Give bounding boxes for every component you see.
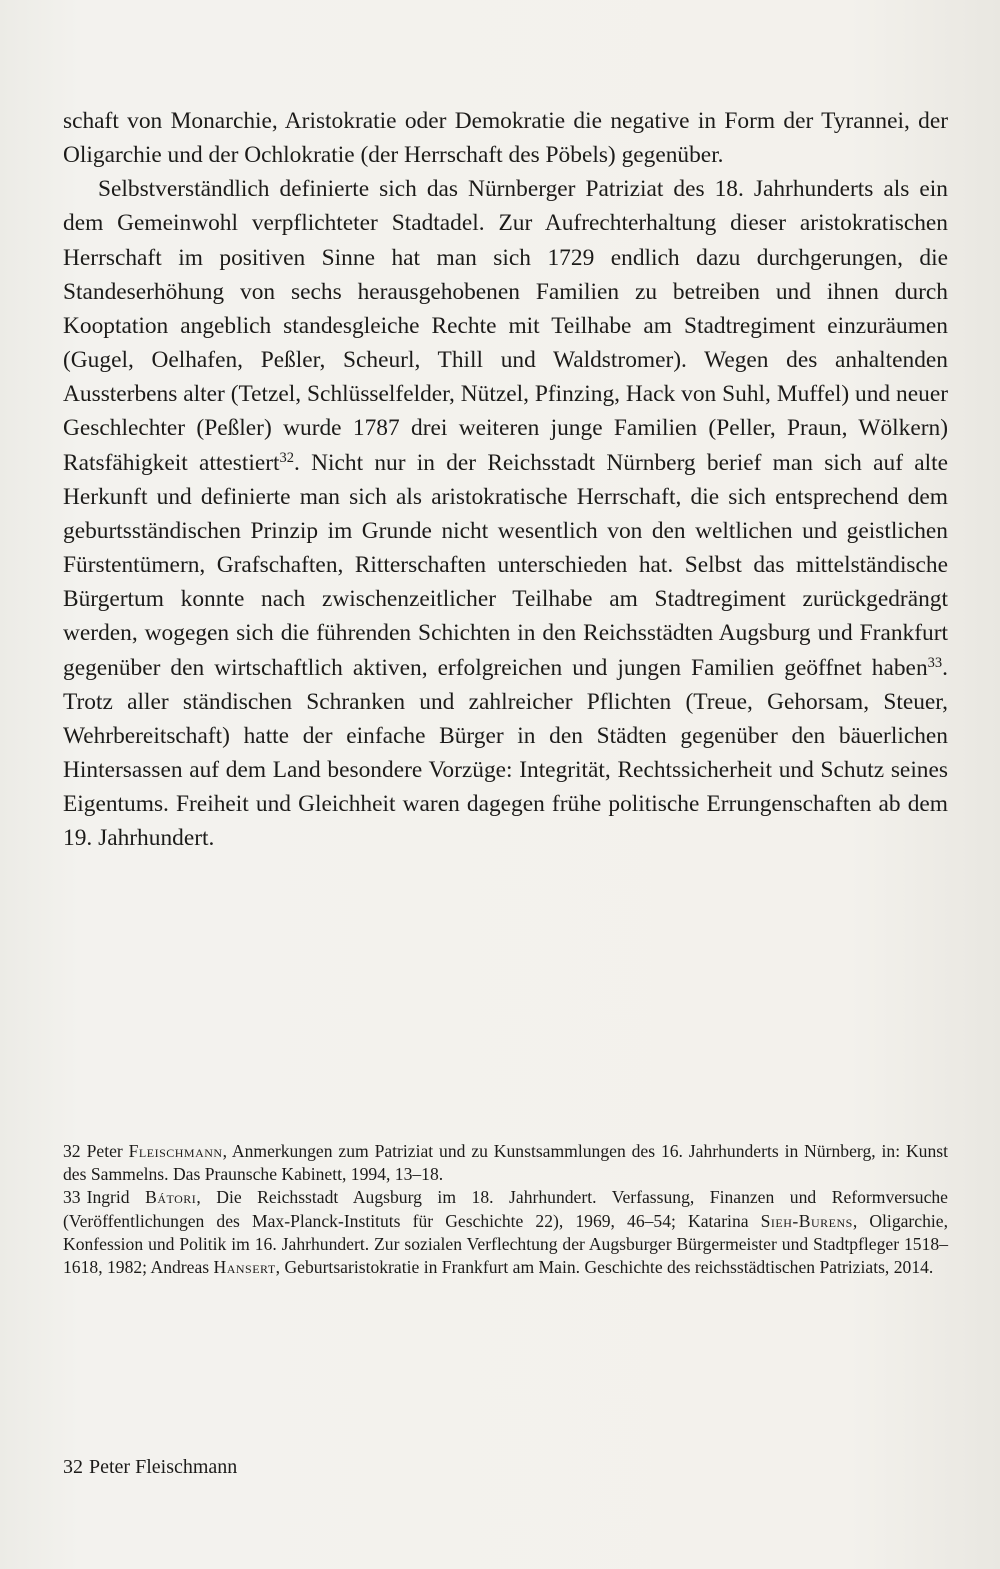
paragraph-1: schaft von Monarchie, Aristokratie oder Demokratie die negative in Form der Tyrannei, der Oligarchie und der Ochlokratie (der Herrschaft des Pöbels) gegenüber.	[63, 108, 948, 169]
footnote-number: 33	[63, 1187, 81, 1208]
footnote-ref-33[interactable]: 33	[927, 654, 943, 671]
paragraph-2	[63, 172, 948, 855]
footnote-ref-32[interactable]: 32	[279, 449, 295, 466]
footnote-text: Peter	[86, 1141, 129, 1161]
footnote-text: Ingrid	[86, 1187, 146, 1208]
footnote-33	[63, 1186, 948, 1279]
paragraph-2-part-1: Selbstverständlich definierte sich das Nürnberger Patriziat des 18. Jahrhunderts als ein dem Gemeinwohl verpflichteter Stadtadel. Zur Aufrechterhaltung dieser aristokratischen Herrschaft im positiven Sinne hat man sich 1729 endlich dazu durchgerungen, die Standeserhöhung von sechs herausgehobenen Familien zu betreiben und ihnen durch Kooptation angeblich standesgleiche Rechte mit Teilhabe am Stadtregiment einzuräumen (Gugel, Oelhafen, Peßler, Scheurl, Thill und Waldstromer). Wegen des anhaltenden Aussterbens alter (Tetzel, Schlüsselfelder, Nützel, Pfinzing, Hack von Suhl, Muffel) und neuer Geschlechter (Peßler) wurde 1787 drei weiteren junge Familien (Peller, Praun, Wölkern) Ratsfähigkeit attestiert	[63, 176, 948, 476]
page-number: 32	[63, 1456, 83, 1478]
paragraph-2-part-2: . Nicht nur in der Reichsstadt Nürnberg berief man sich auf alte Herkunft und definierte man sich als aristokratische Herrschaft, die sich entsprechend dem geburtsständischen Prinzip im Grunde nicht wesentlich von den weltlichen und geistlichen Fürstentümern, Grafschaften, Ritterschaften unterschieden hat. Selbst das mittelständische Bürgertum konnte nach zwischenzeitlicher Teilhabe am Stadtregiment zurückgedrängt werden, wogegen sich die führenden Schichten in den Reichsstädten Augsburg und Frankfurt gegenüber den wirtschaftlich aktiven, erfolgreichen und jungen Familien geöffnet haben	[63, 449, 948, 681]
footnote-author: Sieh-Burens	[760, 1210, 853, 1231]
footnote-text: , Geburtsaristokratie in Frankfurt am Main. Geschichte des reichsstädtischen Patriziats, 2014.	[275, 1257, 934, 1278]
footnote-author: Bátori	[145, 1187, 197, 1208]
paragraph-2-part-3: . Trotz aller ständischen Schranken und zahlreicher Pflichten (Treue, Gehorsam, Steuer, Wehrbereitschaft) hatte der einfache Bürger in den Städten gegenüber den bäuerlichen Hintersassen auf dem Land besondere Vorzüge: Integrität, Rechtssicherheit und Schutz seines Eigentums. Freiheit und Gleichheit waren dagegen frühe politische Errungenschaften ab dem 19. Jahrhundert.	[63, 654, 948, 852]
footnote-text: , Oligarchie, Konfession und Politik im 16. Jahrhundert. Zur sozialen Verflechtung der Augsburger Bürgermeister und Stadtpfleger 1518–1618, 1982; Andreas	[63, 1210, 948, 1278]
footnotes	[63, 1140, 948, 1279]
footnote-author: Hansert	[213, 1257, 276, 1278]
footnote-32	[63, 1140, 948, 1186]
footnote-text: , Anmerkungen zum Patriziat und zu Kunstsammlungen des 16. Jahrhunderts in Nürnberg, in: Kunst des Sammelns. Das Praunsche Kabinett, 1994, 13–18.	[63, 1141, 948, 1185]
running-author: Peter Fleischmann	[89, 1456, 238, 1478]
main-text	[63, 104, 948, 855]
footnote-number: 32	[63, 1141, 81, 1161]
footnote-author: Fleischmann	[128, 1141, 223, 1161]
footnote-text: , Die Reichsstadt Augsburg im 18. Jahrhundert. Verfassung, Finanzen und Reformversuche (Veröffentlichungen des Max-Planck-Instituts für Geschichte 22), 1969, 46–54; Katarina	[63, 1187, 948, 1231]
running-footer	[63, 1455, 237, 1479]
